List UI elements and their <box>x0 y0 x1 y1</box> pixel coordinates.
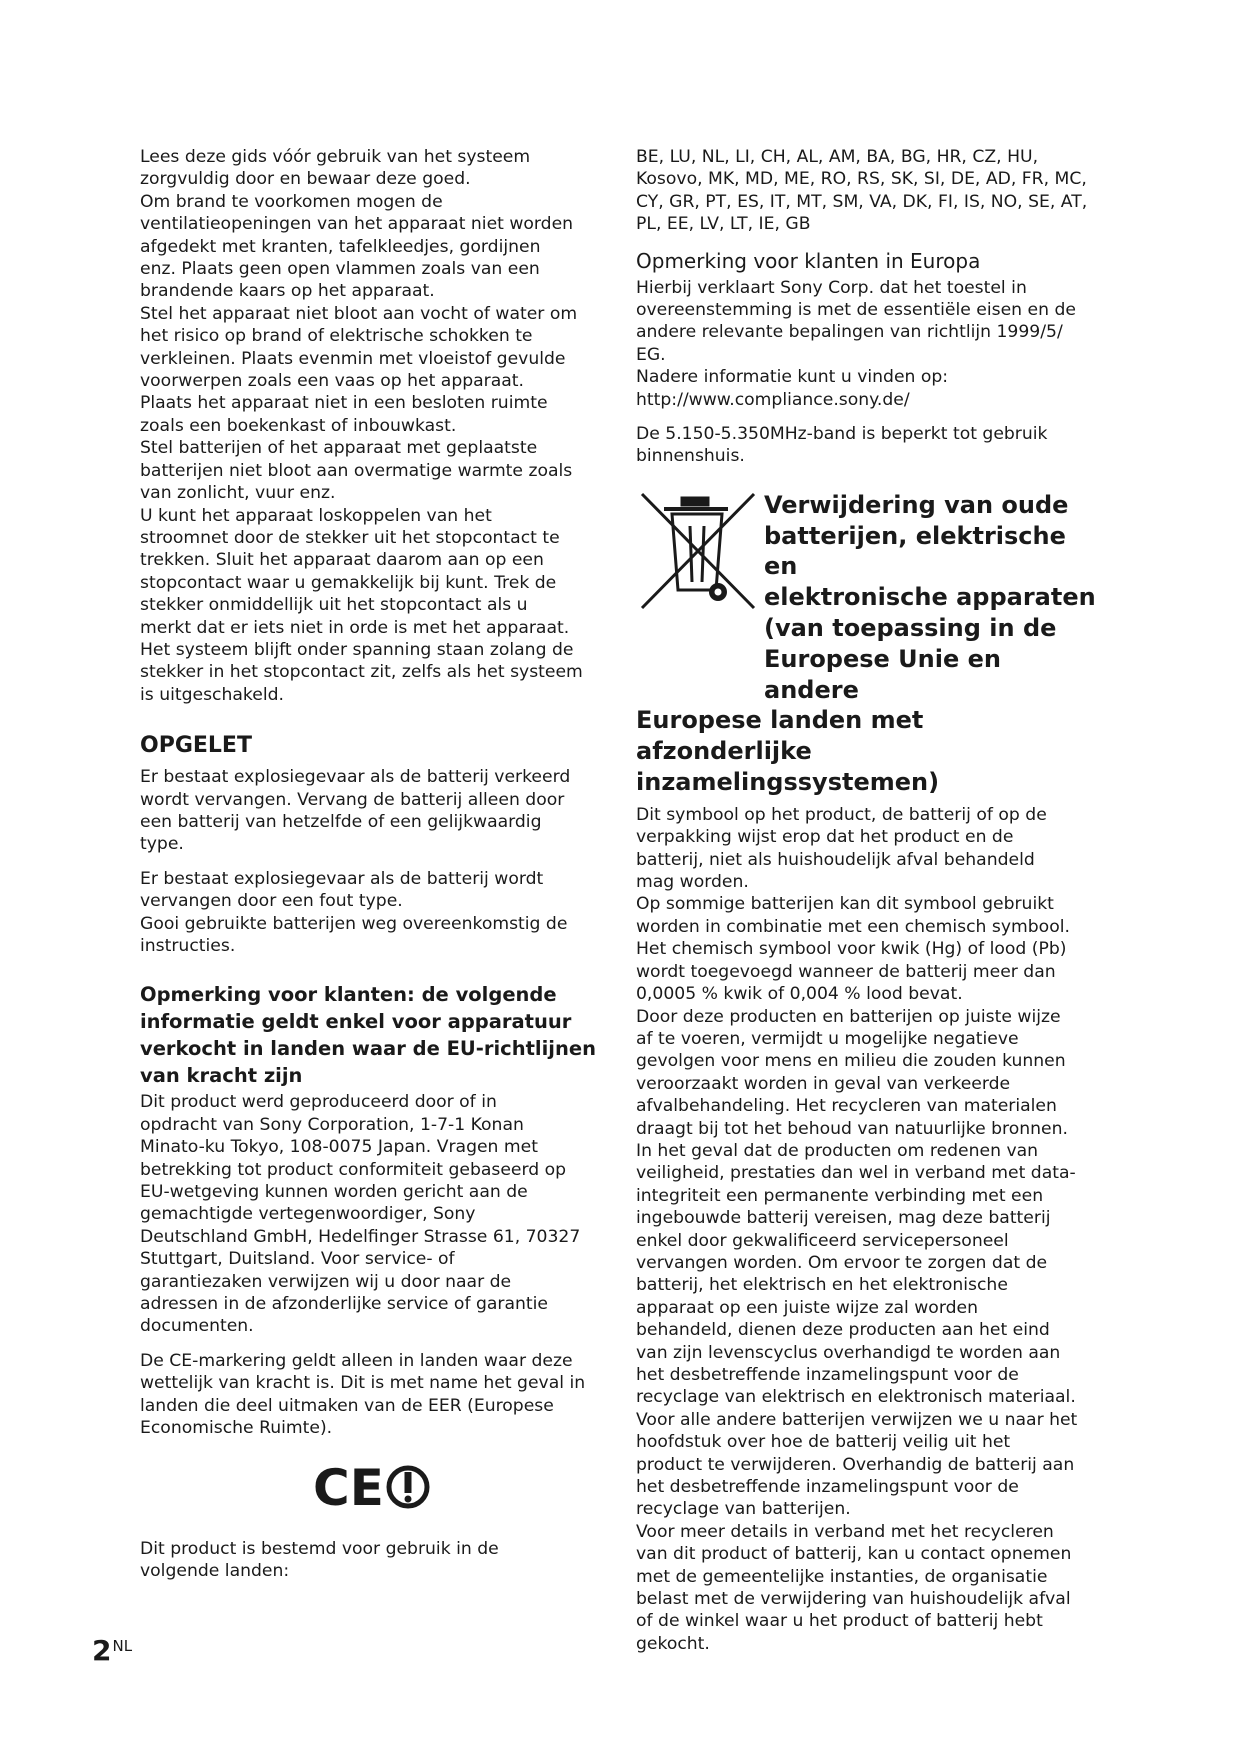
text-line: Om brand te voorkomen mogen de <box>140 191 443 212</box>
text-line: Dit symbool op het product, de batterij of op de <box>636 804 1047 825</box>
text-line: Hierbij verklaart Sony Corp. dat het toestel in <box>636 277 1027 298</box>
text-line: garantiezaken verwijzen wij u door naar de <box>140 1271 512 1292</box>
text-line: mag worden. <box>636 872 749 893</box>
text-line: Europese Unie en andere <box>764 644 1001 704</box>
text-line: Opmerking voor klanten: de volgende <box>140 983 557 1007</box>
text-line: Het chemisch symbool voor kwik (Hg) of lood (Pb) <box>636 939 1067 960</box>
text-line: stekker onmiddellijk uit het stopcontact als u <box>140 595 528 616</box>
text-line: Gooi gebruikte batterijen weg overeenkomstig de <box>140 913 568 934</box>
text-line: van dit product of batterij, kan u contact opnemen <box>636 1544 1072 1565</box>
text-line: Het systeem blijft onder spanning staan zolang de <box>140 639 574 660</box>
text-line: landen die deel uitmaken van de EER (Europese <box>140 1395 554 1416</box>
text-line: Dit product is bestemd voor gebruik in de <box>140 1538 499 1559</box>
text-line: Deutschland GmbH, Hedelfinger Strasse 61, 70327 <box>140 1226 581 1247</box>
text-line: Verwijdering van oude <box>764 490 1069 519</box>
text-line: overeenstemming is met de essentiële eisen en de <box>636 300 1076 321</box>
text-line: zorgvuldig door en bewaar deze goed. <box>140 169 471 190</box>
right-column <box>636 146 1101 1655</box>
text-line: inzamelingssystemen) <box>636 768 940 797</box>
text-line: een batterij van hetzelfde of een gelijkwaardig <box>140 811 542 832</box>
text-line: merkt dat er iets niet in orde is met het apparaat. <box>140 617 570 638</box>
text-line: informatie geldt enkel voor apparatuur <box>140 1010 572 1034</box>
text-line: elektronische apparaten <box>764 583 1096 612</box>
opgelet-heading: OPGELET <box>140 733 252 759</box>
alert-bar <box>405 1472 412 1493</box>
text-line: wettelijk van kracht is. Dit is met name het geval in <box>140 1373 586 1394</box>
text-line: instructies. <box>140 936 236 956</box>
text-line: type. <box>140 834 184 855</box>
text-line: het desbetreffende inzamelingspunt voor de <box>636 1365 1019 1385</box>
text-line: gekocht. <box>636 1633 710 1654</box>
text-line: integriteit een permanente verbinding met een <box>636 1185 1044 1206</box>
page-number <box>92 1630 132 1667</box>
text-line: Er bestaat explosiegevaar als de batterij wordt <box>140 868 544 889</box>
text-line: trekken. Sluit het apparaat daarom aan op een <box>140 550 544 571</box>
text-line: Door deze producten en batterijen op juiste wijze <box>636 1006 1061 1027</box>
text-line: behandeld, dienen deze producten aan het eind <box>636 1320 1050 1341</box>
language-suffix: NL <box>112 1637 133 1655</box>
weee-heading-full <box>636 706 939 796</box>
text-line: De 5.150-5.350MHz-band is beperkt tot gebruik <box>636 424 1048 445</box>
text-line: batterij, het elektrisch en het elektronische <box>636 1275 1008 1296</box>
text-line: brandende kaars op het apparaat. <box>140 281 435 302</box>
text-line: ventilatieopeningen van het apparaat niet worden <box>140 214 574 235</box>
alert-dot <box>405 1495 412 1502</box>
text-line: stekker in het stopcontact zit, zelfs als het systeem <box>140 662 583 683</box>
eu-customers-heading <box>140 981 602 1089</box>
text-line: Stel batterijen of het apparaat met geplaatste <box>140 438 538 459</box>
text-line: Lees deze gids vóór gebruik van het systeem <box>140 147 531 167</box>
text-line: gemachtigde vertegenwoordiger, Sony <box>140 1204 476 1225</box>
text-line: CY, GR, PT, ES, IT, MT, SM, VA, DK, FI, IS, NO, SE, AT, <box>636 191 1088 212</box>
text-line: Er bestaat explosiegevaar als de batterij verkeerd <box>140 767 571 788</box>
text-line: http://www.compliance.sony.de/ <box>636 389 910 410</box>
text-line: Op sommige batterijen kan dit symbool gebruikt <box>636 894 1054 915</box>
text-line: product te verwijderen. Overhandig de batterij aan <box>636 1454 1075 1475</box>
manufacturer-paragraph <box>140 1091 602 1337</box>
opgelet-paragraph-1 <box>140 766 602 856</box>
ce-mark-logo <box>140 1462 602 1516</box>
text-line: enkel door gekwalificeerd servicepersoneel <box>636 1230 1009 1251</box>
ce-marking-paragraph <box>140 1350 602 1440</box>
text-line: andere relevante bepalingen van richtlijn 1999/5/ <box>636 322 1063 343</box>
text-line: BE, LU, NL, LI, CH, AL, AM, BA, BG, HR, CZ, HU, <box>636 147 1039 167</box>
text-line: verkleinen. Plaats evenmin met vloeistof gevulde <box>140 348 566 369</box>
text-line: Europese landen met afzonderlijke <box>636 706 924 766</box>
text-line: of de winkel waar u het product of batterij hebt <box>636 1611 1043 1632</box>
text-line: batterijen niet bloot aan overmatige warmte zoals <box>140 460 573 481</box>
text-line: van zijn levenscyclus overhandigd te worden aan <box>636 1342 1061 1363</box>
text-line: Voor alle andere batterijen verwijzen we u naar het <box>636 1409 1078 1430</box>
page-number-value: 2 <box>92 1634 112 1667</box>
text-line: betrekking tot product conformiteit gebaseerd op <box>140 1159 567 1180</box>
text-line: opdracht van Sony Corporation, 1-7-1 Konan <box>140 1114 524 1135</box>
text-line: PL, EE, LV, LT, IE, GB <box>636 214 811 235</box>
text-line: met de gemeentelijke instanties, de organisatie <box>636 1566 1048 1587</box>
text-line: vervangen worden. Om ervoor te zorgen dat de <box>636 1252 1048 1273</box>
text-line: volgende landen: <box>140 1560 290 1581</box>
text-line: veroorzaakt worden in geval van verkeerde <box>636 1073 1011 1094</box>
text-line: Dit product werd geproduceerd door of in <box>140 1092 497 1113</box>
text-line: worden in combinatie met een chemisch symbool. <box>636 916 1070 937</box>
text-line: Nadere informatie kunt u vinden op: <box>636 367 949 388</box>
text-line: veiligheid, prestaties dan wel in verband met data- <box>636 1163 1076 1184</box>
countries-intro <box>140 1538 602 1583</box>
opgelet-paragraph-2 <box>140 868 602 958</box>
text-line: Kosovo, MK, MD, ME, RO, RS, SK, SI, DE, AD, FR, MC, <box>636 169 1087 190</box>
text-line: voorwerpen zoals een vaas op het apparaat. <box>140 371 525 392</box>
text-line: hoofdstuk over hoe de batterij veilig uit het <box>636 1432 1011 1453</box>
text-line: (van toepassing in de <box>764 614 1057 643</box>
text-line: EU-wetgeving kunnen worden gericht aan de <box>140 1182 528 1203</box>
text-line: is uitgeschakeld. <box>140 684 284 705</box>
text-line: Minato-ku Tokyo, 108-0075 Japan. Vragen met <box>140 1137 538 1158</box>
text-line: afgedekt met kranten, tafelkleedjes, gordijnen <box>140 236 541 257</box>
text-line: van zonlicht, vuur enz. <box>140 483 336 504</box>
frequency-band-paragraph <box>636 423 1101 468</box>
text-line: In het geval dat de producten om redenen van <box>636 1140 1039 1161</box>
text-line: ingebouwde batterij vereisen, mag deze batterij <box>636 1208 1051 1229</box>
text-line: verkocht in landen waar de EU-richtlijnen <box>140 1037 596 1061</box>
text-line: zoals een boekenkast of inbouwkast. <box>140 415 457 436</box>
text-line: Plaats het apparaat niet in een besloten ruimte <box>140 393 548 414</box>
text-line: binnenshuis. <box>636 446 745 467</box>
text-line: U kunt het apparaat loskoppelen van het <box>140 505 492 526</box>
text-line: Economische Ruimte). <box>140 1418 333 1439</box>
text-line: Stuttgart, Duitsland. Voor service- of <box>140 1249 455 1270</box>
text-line: vervangen door een fout type. <box>140 891 403 912</box>
text-line: het risico op brand of elektrische schokken te <box>140 326 533 347</box>
text-line: recyclage van batterijen. <box>636 1499 851 1520</box>
ce-alert-symbol-icon <box>311 1462 431 1512</box>
text-line: batterijen, elektrische en <box>764 521 1066 581</box>
weee-body-paragraph <box>636 804 1101 1655</box>
text-line: adressen in de afzonderlijke service of garantie <box>140 1294 548 1315</box>
text-line: apparaat op een juiste wijze zal worden <box>636 1297 978 1318</box>
text-line: enz. Plaats geen open vlammen zoals van een <box>140 259 540 280</box>
crossed-out-wheelie-bin-icon <box>636 490 758 612</box>
text-line: stopcontact waar u gemakkelijk bij kunt. Trek de <box>140 572 557 593</box>
text-line: 0,0005 % kwik of 0,004 % lood bevat. <box>636 984 963 1005</box>
intro-paragraph <box>140 146 602 706</box>
text-line: gevolgen voor mens en milieu die zouden kunnen <box>636 1051 1066 1072</box>
text-line: het desbetreffende inzamelingspunt voor de <box>636 1477 1019 1498</box>
text-line: wordt toegevoegd wanneer de batterij meer dan <box>636 961 1056 982</box>
text-line: af te voeren, vermijdt u mogelijke negatieve <box>636 1028 1019 1049</box>
text-line: van kracht zijn <box>140 1064 303 1088</box>
weee-section <box>636 490 1101 1655</box>
text-line: documenten. <box>140 1316 254 1337</box>
text-line: draagt bij tot het behoud van natuurlijke bronnen. <box>636 1118 1068 1139</box>
text-line: Voor meer details in verband met het recycleren <box>636 1521 1054 1542</box>
text-line: afvalbehandeling. Het recycleren van materialen <box>636 1096 1057 1117</box>
europe-customers-heading: Opmerking voor klanten in Europa <box>636 248 981 273</box>
text-line: De CE-markering geldt alleen in landen waar deze <box>140 1350 573 1371</box>
text-line: wordt vervangen. Vervang de batterij alleen door <box>140 789 565 810</box>
text-line: Stel het apparaat niet bloot aan vocht of water om <box>140 303 578 324</box>
text-line: batterij, niet als huishoudelijk afval behandeld <box>636 849 1035 870</box>
country-codes <box>636 146 1101 236</box>
text-line: EG. <box>636 344 666 365</box>
ce-letters: CE <box>313 1461 384 1512</box>
text-line: verpakking wijst erop dat het product en de <box>636 827 1014 848</box>
text-line: recyclage van elektrisch en elektronisch materiaal. <box>636 1387 1076 1408</box>
left-column <box>140 146 602 1582</box>
text-line: belast met de verwijdering van huishoudelijk afval <box>636 1589 1071 1610</box>
text-line: stroomnet door de stekker uit het stopcontact te <box>140 527 560 548</box>
declaration-paragraph <box>636 277 1101 411</box>
